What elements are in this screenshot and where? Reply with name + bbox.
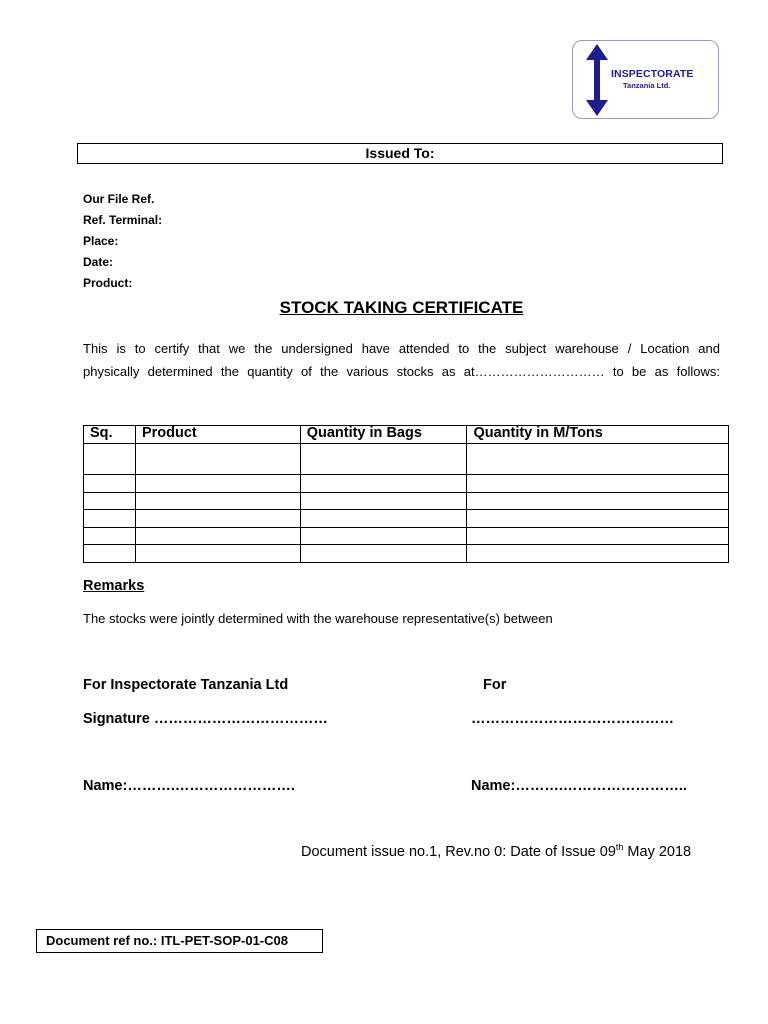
table-cell[interactable]: [135, 492, 300, 510]
table-cell[interactable]: [135, 475, 300, 493]
table-cell[interactable]: [84, 475, 136, 493]
table-cell[interactable]: [467, 475, 729, 493]
table-cell[interactable]: [467, 527, 729, 545]
table-row: [84, 475, 729, 493]
issued-to-box: [77, 143, 723, 164]
table-cell[interactable]: [467, 444, 729, 475]
table-cell[interactable]: [135, 510, 300, 528]
product-label: Product:: [83, 276, 133, 290]
document-issue-note: [301, 844, 691, 860]
stock-table: [83, 425, 729, 563]
intro-line-1: This is to certify that we the undersigned have attended to the subject warehouse / Location and: [83, 341, 720, 356]
table-cell[interactable]: [84, 510, 136, 528]
issue-note-date: May 2018: [623, 844, 692, 860]
table-cell[interactable]: [135, 444, 300, 475]
inspectorate-name-line: Name:……….…………………….: [83, 778, 295, 794]
ref-terminal-label: Ref. Terminal:: [83, 213, 163, 227]
issued-to-label: Issued To:: [365, 145, 435, 161]
counterparty-name-line: Name:……….……………………..: [471, 778, 687, 794]
certificate-title: STOCK TAKING CERTIFICATE: [279, 298, 524, 317]
column-header-sq: Sq.: [84, 426, 136, 444]
table-row: [84, 545, 729, 563]
remarks-text: The stocks were jointly determined with the warehouse representative(s) between: [83, 611, 553, 626]
logo-brand-subtext: Tanzania Ltd.: [623, 81, 671, 90]
table-row: [84, 510, 729, 528]
table-cell[interactable]: [467, 545, 729, 563]
table-row: [84, 492, 729, 510]
table-cell[interactable]: [135, 527, 300, 545]
table-header-row: [84, 426, 729, 444]
date-label: Date:: [83, 255, 114, 269]
table-row: [84, 527, 729, 545]
counterparty-org-label: For: [483, 677, 507, 693]
column-header-quantity-mtons: Quantity in M/Tons: [467, 426, 729, 444]
table-cell[interactable]: [300, 492, 467, 510]
table-cell[interactable]: [467, 492, 729, 510]
table-cell[interactable]: [300, 444, 467, 475]
table-row: [84, 444, 729, 475]
document-ref-box: [36, 929, 323, 953]
table-cell[interactable]: [84, 545, 136, 563]
document-ref-text: Document ref no.: ITL-PET-SOP-01-C08: [46, 933, 288, 948]
table-cell[interactable]: [84, 492, 136, 510]
table-cell[interactable]: [84, 527, 136, 545]
file-ref-label: Our File Ref.: [83, 192, 155, 206]
table-cell[interactable]: [300, 545, 467, 563]
issue-note-text: Document issue no.1, Rev.no 0: Date of Issue 09: [301, 844, 616, 860]
place-label: Place:: [83, 234, 119, 248]
table-cell[interactable]: [300, 527, 467, 545]
double-arrow-icon: [585, 44, 609, 116]
issue-note-ordinal: th: [615, 842, 624, 853]
table-cell[interactable]: [300, 475, 467, 493]
logo-brand-text: INSPECTORATE: [611, 68, 694, 80]
table-cell[interactable]: [135, 545, 300, 563]
column-header-product: Product: [135, 426, 300, 444]
intro-line-2: physically determined the quantity of the various stocks as at………………………… to be as follows:: [83, 364, 720, 379]
table-cell[interactable]: [300, 510, 467, 528]
counterparty-signature-line: ……………………………………: [471, 711, 674, 727]
table-cell[interactable]: [84, 444, 136, 475]
company-logo: [572, 40, 719, 119]
inspectorate-org-label: For Inspectorate Tanzania Ltd: [83, 677, 289, 693]
column-header-quantity-bags: Quantity in Bags: [300, 426, 467, 444]
inspectorate-signature-line: Signature ………………………………: [83, 711, 328, 727]
remarks-heading: Remarks: [83, 578, 145, 594]
table-cell[interactable]: [467, 510, 729, 528]
